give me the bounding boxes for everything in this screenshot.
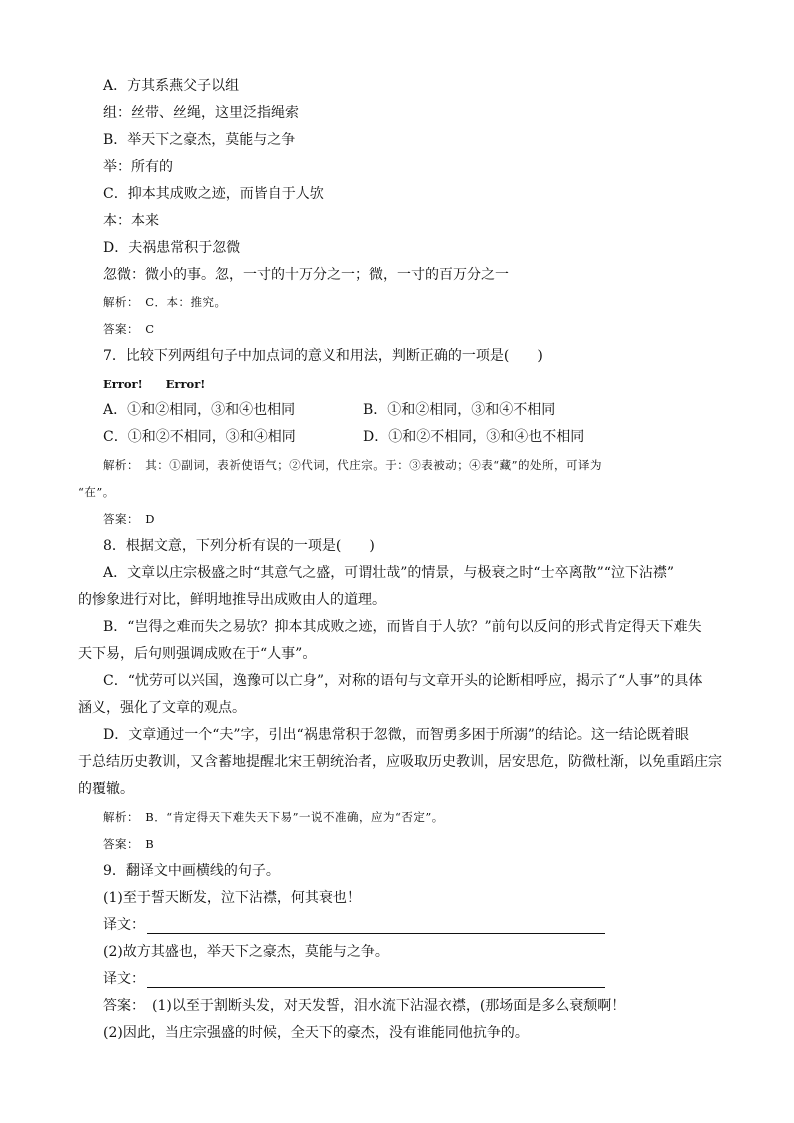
option-b-note: 举：所有的 [103,159,173,175]
q9-sentence-1: (1)至于誓天断发，泣下沾襟，何其衰也！ [103,890,361,906]
option-c-note: 本：本来 [103,213,159,229]
q8-option-c: C．“忧劳可以兴国，逸豫可以亡身”，对称的语句与文章开头的论断相呼应，揭示了“人事”的具体 [103,673,703,689]
option-d-note: 忽微：微小的事。忽，一寸的十万分之一；微，一寸的百万分之一 [103,267,509,283]
q8-option-b: B．“岂得之难而失之易欤？抑本其成败之迹，而皆自于人欤？”前句以反问的形式肯定得天下难失 [103,619,702,635]
option-d: D．夫祸患常积于忽微 [103,240,241,256]
q9-sentence-2: (2)故方其盛也，举天下之豪杰，莫能与之争。 [103,944,389,960]
answer-7: 答案： D [103,512,155,526]
q9-translation-1 [103,916,605,934]
q8-option-d-cont2: 的覆辙。 [78,781,134,797]
option-b: B．举天下之豪杰，莫能与之争 [103,132,296,148]
question-8: 8．根据文意，下列分析有误的一项是( ) [103,538,375,554]
analysis-7: 解析： 其：①副词，表祈使语气；②代词，代庄宗。于：③表被动；④表“藏”的处所，可译为 [103,458,603,472]
option-a-note: 组：丝带、丝绳，这里泛指绳索 [103,105,299,121]
q9-translation-2 [103,970,605,988]
q8-option-c-cont: 涵义，强化了文章的观点。 [78,700,246,716]
q7-option-d: D．①和②不相同，③和④也不相同 [363,429,585,445]
q7-option-c: C．①和②不相同，③和④相同 [103,429,296,445]
q7-option-b: B．①和②相同，③和④不相同 [363,402,556,418]
q7-option-a: A．①和②相同，③和④也相同 [103,402,296,418]
q8-option-d-cont: 于总结历史教训，又含蓄地提醒北宋王朝统治者，应吸取历史教训，居安思危，防微杜渐，以免重蹈庄宗 [78,754,722,770]
analysis-7-cont: “在”。 [78,485,115,499]
q8-option-a: A．文章以庄宗极盛之时“其意气之盛，可谓壮哉”的情景，与极衰之时“士卒离散”“泣下沾襟” [103,565,675,581]
answer-9-cont: (2)因此，当庄宗强盛的时候，全天下的豪杰，没有谁能同他抗争的。 [103,1025,529,1041]
translation-blank[interactable] [147,919,605,934]
option-c: C．抑本其成败之迹，而皆自于人欤 [103,186,324,202]
analysis-8: 解析： B．“肯定得天下难失天下易”一说不准确，应为“否定”。 [103,810,444,824]
option-a: A．方其系燕父子以组 [103,78,240,94]
translation-label: 译文： [103,917,145,933]
translation-label: 译文： [103,971,145,987]
analysis-6: 解析： C．本：推究。 [103,295,227,309]
answer-8: 答案： B [103,837,155,851]
q8-option-b-cont: 天下易，后句则强调成败在于“人事”。 [78,646,317,662]
question-9: 9．翻译文中画横线的句子。 [103,863,280,879]
answer-6: 答案： C [103,322,155,336]
error-text: Error! Error! [103,377,206,391]
question-7: 7．比较下列两组句子中加点词的意义和用法，判断正确的一项是( ) [103,348,543,364]
answer-9: 答案： (1)以至于割断头发，对天发誓，泪水流下沾湿衣襟，(那场面是多么衰颓啊！ [103,998,626,1014]
translation-blank[interactable] [147,973,605,988]
q8-option-a-cont: 的惨象进行对比，鲜明地推导出成败由人的道理。 [78,592,386,608]
q8-option-d: D．文章通过一个“夫”字，引出“祸患常积于忽微，而智勇多困于所溺”的结论。这一结论既着眼 [103,727,689,743]
